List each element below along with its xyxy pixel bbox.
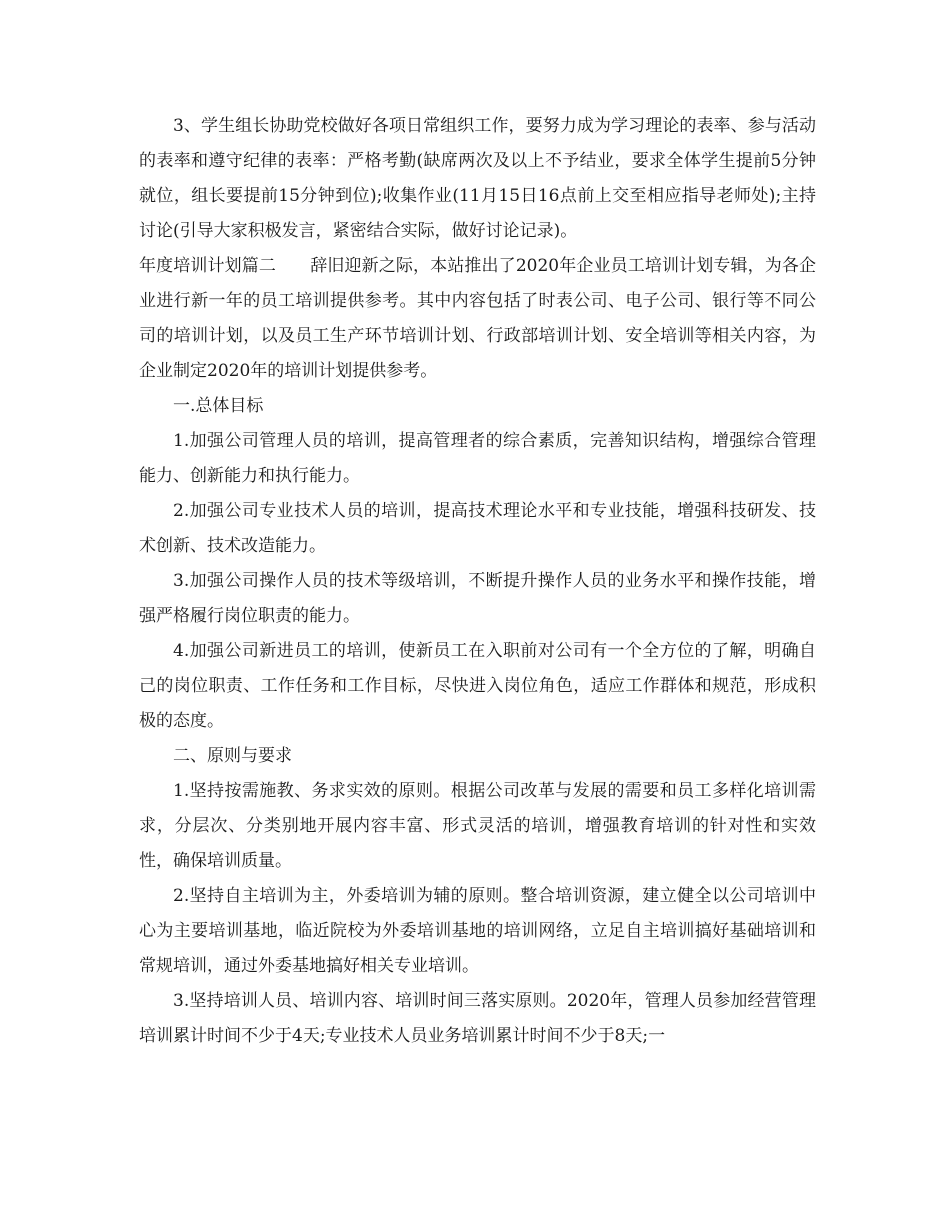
paragraph-goal-3: 3.加强公司操作人员的技术等级培训，不断提升操作人员的业务水平和操作技能，增强严格履行岗位职责的能力。 <box>139 571 816 626</box>
paragraph-goal-4: 4.加强公司新进员工的培训，使新员工在入职前对公司有一个全方位的了解，明确自己的岗位职责、工作任务和工作目标，尽快进入岗位角色，适应工作群体和规范，形成积极的态度。 <box>139 641 816 731</box>
paragraph-principle-1: 1.坚持按需施教、务求实效的原则。根据公司改革与发展的需要和员工多样化培训需求，分层次、分类别地开展内容丰富、形式灵活的培训，增强教育培训的针对性和实效性，确保培训质量。 <box>139 781 816 871</box>
paragraph-student-leader-duties: 3、学生组长协助党校做好各项日常组织工作，要努力成为学习理论的表率、参与活动的表率和遵守纪律的表率：严格考勤(缺席两次及以上不予结业，要求全体学生提前5分钟就位，组长要提前15分钟到位);收集作业(11月15日16点前上交至相应指导老师处);主持讨论(引导大家积极发言，紧密结合实际，做好讨论记录)。 <box>139 116 816 241</box>
paragraph-training-plan-intro: 年度培训计划篇二 辞旧迎新之际，本站推出了2020年企业员工培训计划专辑，为各企业进行新一年的员工培训提供参考。其中内容包括了时表公司、电子公司、银行等不同公司的培训计划，以及员工生产环节培训计划、行政部培训计划、安全培训等相关内容，为企业制定2020年的培训计划提供参考。 <box>139 256 816 381</box>
paragraph-goal-1: 1.加强公司管理人员的培训，提高管理者的综合素质，完善知识结构，增强综合管理能力、创新能力和执行能力。 <box>139 431 816 486</box>
paragraph-principle-3: 3.坚持培训人员、培训内容、培训时间三落实原则。2020年，管理人员参加经营管理培训累计时间不少于4天;专业技术人员业务培训累计时间不少于8天;一 <box>139 991 816 1046</box>
document-body <box>139 109 816 1054</box>
section-heading-principles: 二、原则与要求 <box>173 746 292 766</box>
paragraph-goal-2: 2.加强公司专业技术人员的培训，提高技术理论水平和专业技能，增强科技研发、技术创新、技术改造能力。 <box>139 501 816 556</box>
paragraph-principle-2: 2.坚持自主培训为主，外委培训为辅的原则。整合培训资源，建立健全以公司培训中心为主要培训基地，临近院校为外委培训基地的培训网络，立足自主培训搞好基础培训和常规培训，通过外委基地搞好相关专业培训。 <box>139 886 816 976</box>
section-heading-overall-goals: 一.总体目标 <box>173 396 264 416</box>
